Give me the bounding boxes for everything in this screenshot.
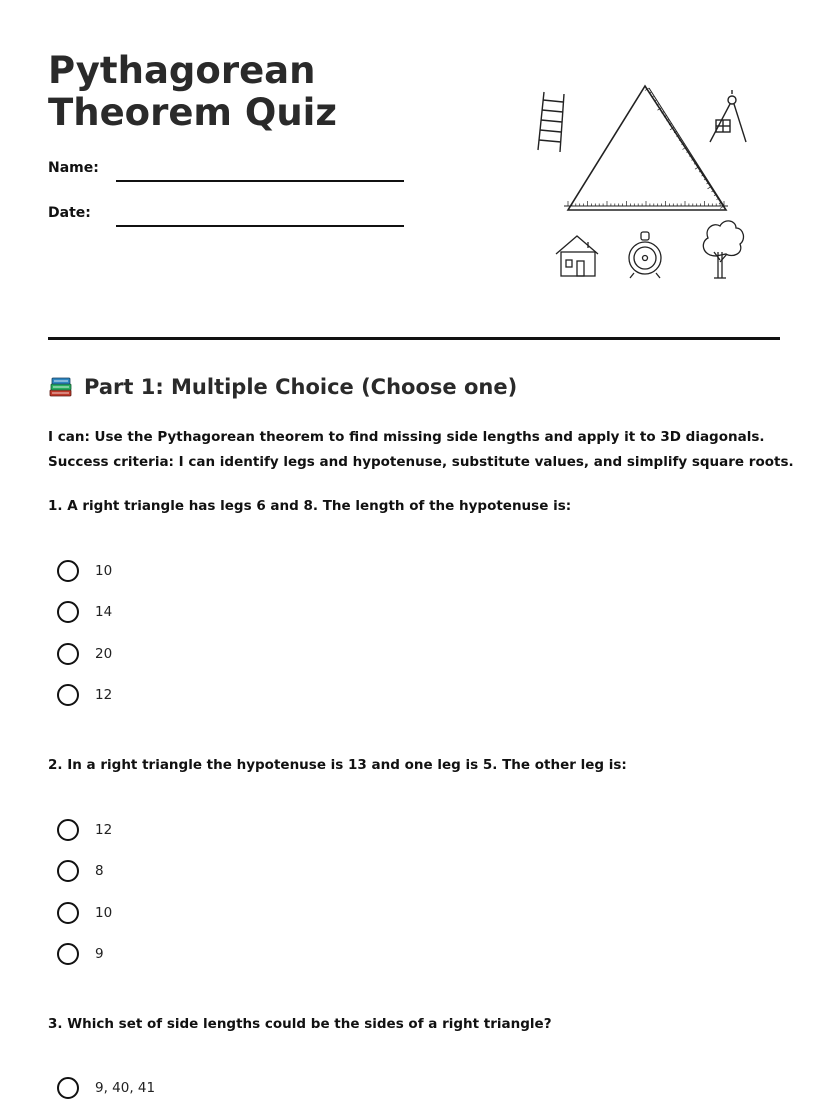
- compass-icon: [710, 90, 746, 142]
- q2-option-4[interactable]: [57, 942, 104, 966]
- date-field-row: [48, 205, 408, 229]
- radio-button[interactable]: [57, 1077, 79, 1099]
- name-field-row: [48, 160, 408, 184]
- q3-option-1[interactable]: [57, 1076, 155, 1100]
- option-label: 12: [95, 822, 113, 838]
- radio-button[interactable]: [57, 684, 79, 706]
- q2-option-1[interactable]: [57, 818, 112, 842]
- name-field[interactable]: [116, 180, 404, 182]
- question-2: 2. In a right triangle the hypotenuse is 13 and one leg is 5. The other leg is:: [48, 757, 627, 773]
- option-label: 12: [95, 687, 113, 703]
- q1-option-2[interactable]: [57, 600, 112, 624]
- radio-button[interactable]: [57, 819, 79, 841]
- radio-button[interactable]: [57, 601, 79, 623]
- option-label: 8: [95, 863, 104, 879]
- triangle-ruler-icon: [564, 86, 728, 210]
- option-label: 9, 40, 41: [95, 1080, 156, 1096]
- radio-button[interactable]: [57, 902, 79, 924]
- date-field[interactable]: [116, 225, 404, 227]
- section-heading: [48, 375, 517, 399]
- radio-button[interactable]: [57, 943, 79, 965]
- question-1: 1. A right triangle has legs 6 and 8. The length of the hypotenuse is:: [48, 498, 572, 514]
- q1-option-1[interactable]: [57, 559, 112, 583]
- ladder-icon: [538, 92, 564, 152]
- option-label: 9: [95, 946, 104, 962]
- question-3: 3. Which set of side lengths could be the sides of a right triangle?: [48, 1016, 552, 1032]
- success-criteria: Success criteria: I can identify legs and hypotenuse, substitute values, and simplify square roots.: [48, 454, 794, 470]
- radio-button[interactable]: [57, 643, 79, 665]
- option-label: 20: [95, 646, 113, 662]
- q2-option-2[interactable]: [57, 859, 104, 883]
- option-label: 14: [95, 604, 113, 620]
- divider-rule: [48, 337, 780, 340]
- quiz-title: Pythagorean Theorem Quiz: [48, 49, 337, 134]
- house-icon: [556, 236, 598, 276]
- q1-option-4[interactable]: [57, 683, 112, 707]
- q2-option-3[interactable]: [57, 901, 112, 925]
- i-can-statement: I can: Use the Pythagorean theorem to find missing side lengths and apply it to 3D diagonals.: [48, 429, 765, 445]
- name-label: Name:: [48, 160, 99, 176]
- radio-button[interactable]: [57, 860, 79, 882]
- section-heading-text: Part 1: Multiple Choice (Choose one): [84, 375, 518, 399]
- radio-button[interactable]: [57, 560, 79, 582]
- q1-option-3[interactable]: [57, 642, 112, 666]
- option-label: 10: [95, 905, 113, 921]
- pythagoras-illustration: [530, 80, 760, 285]
- tree-icon: [703, 221, 743, 278]
- date-label: Date:: [48, 205, 91, 221]
- stopwatch-icon: [629, 232, 661, 278]
- books-icon: [48, 375, 74, 399]
- option-label: 10: [95, 563, 113, 579]
